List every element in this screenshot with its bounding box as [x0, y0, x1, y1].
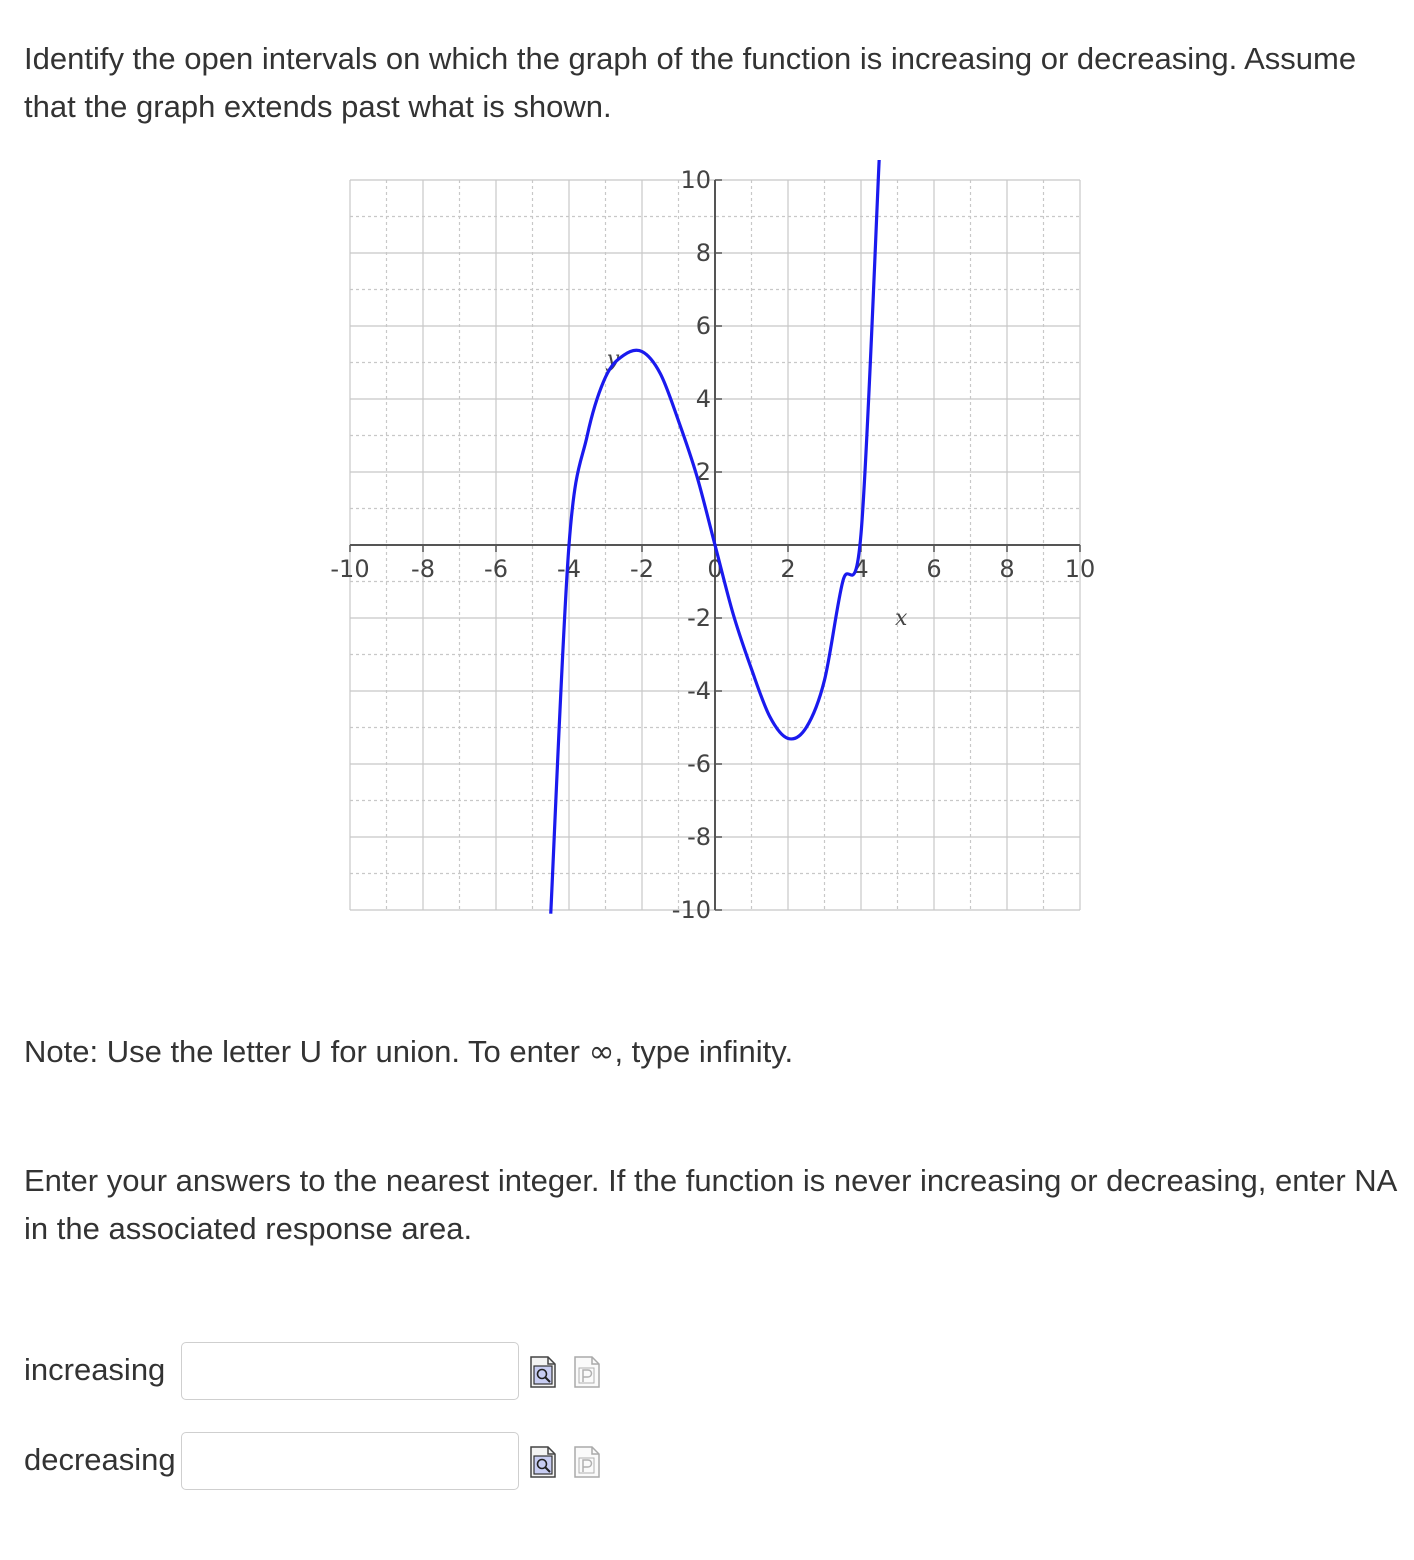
note-suffix: , type infinity.: [614, 1034, 794, 1069]
x-tick-label: -2: [630, 555, 654, 583]
y-tick-label: 10: [680, 166, 711, 194]
y-tick-label: -2: [687, 604, 711, 632]
increasing-input[interactable]: [181, 1342, 519, 1400]
x-tick-label: 8: [999, 555, 1015, 583]
y-tick-label: 4: [695, 385, 711, 413]
y-tick-label: -6: [687, 750, 711, 778]
decreasing-label: decreasing: [24, 1442, 176, 1477]
note-text: [24, 1028, 793, 1076]
x-tick-label: -4: [557, 555, 581, 583]
help-icon[interactable]: [574, 1446, 600, 1478]
preview-icon[interactable]: [530, 1356, 556, 1388]
y-tick-label: -10: [671, 896, 711, 924]
instructions-text: Enter your answers to the nearest integer. If the function is never increasing or decreasing, enter NA in the associated response area.: [24, 1163, 1396, 1246]
infinity-symbol: ∞: [588, 1034, 615, 1070]
x-tick-label: 2: [780, 555, 796, 583]
y-tick-label: 6: [695, 312, 711, 340]
preview-icon[interactable]: [530, 1446, 556, 1478]
y-axis-label: y: [606, 347, 620, 373]
y-tick-label: 8: [695, 239, 711, 267]
x-tick-label: -8: [411, 555, 435, 583]
x-axis-label: x: [894, 606, 908, 631]
x-tick-label: -10: [330, 555, 370, 583]
increasing-label: increasing: [24, 1352, 166, 1387]
help-icon[interactable]: [574, 1356, 600, 1388]
x-tick-label: 6: [926, 555, 942, 583]
x-tick-label: 0: [707, 555, 723, 583]
decreasing-input[interactable]: [181, 1432, 519, 1490]
note-prefix: Note: Use the letter U for union. To enter: [24, 1034, 589, 1069]
question-text: Identify the open intervals on which the graph of the function is increasing or decreasing. Assume that the graph extends past what is shown.: [24, 41, 1357, 124]
x-tick-label: -6: [484, 555, 508, 583]
y-tick-label: 2: [695, 458, 711, 486]
x-tick-label: 10: [1064, 555, 1096, 583]
function-graph: [320, 160, 1100, 940]
x-tick-label: 4: [853, 555, 869, 583]
y-tick-label: -8: [687, 823, 711, 851]
y-tick-label: -4: [687, 677, 711, 705]
